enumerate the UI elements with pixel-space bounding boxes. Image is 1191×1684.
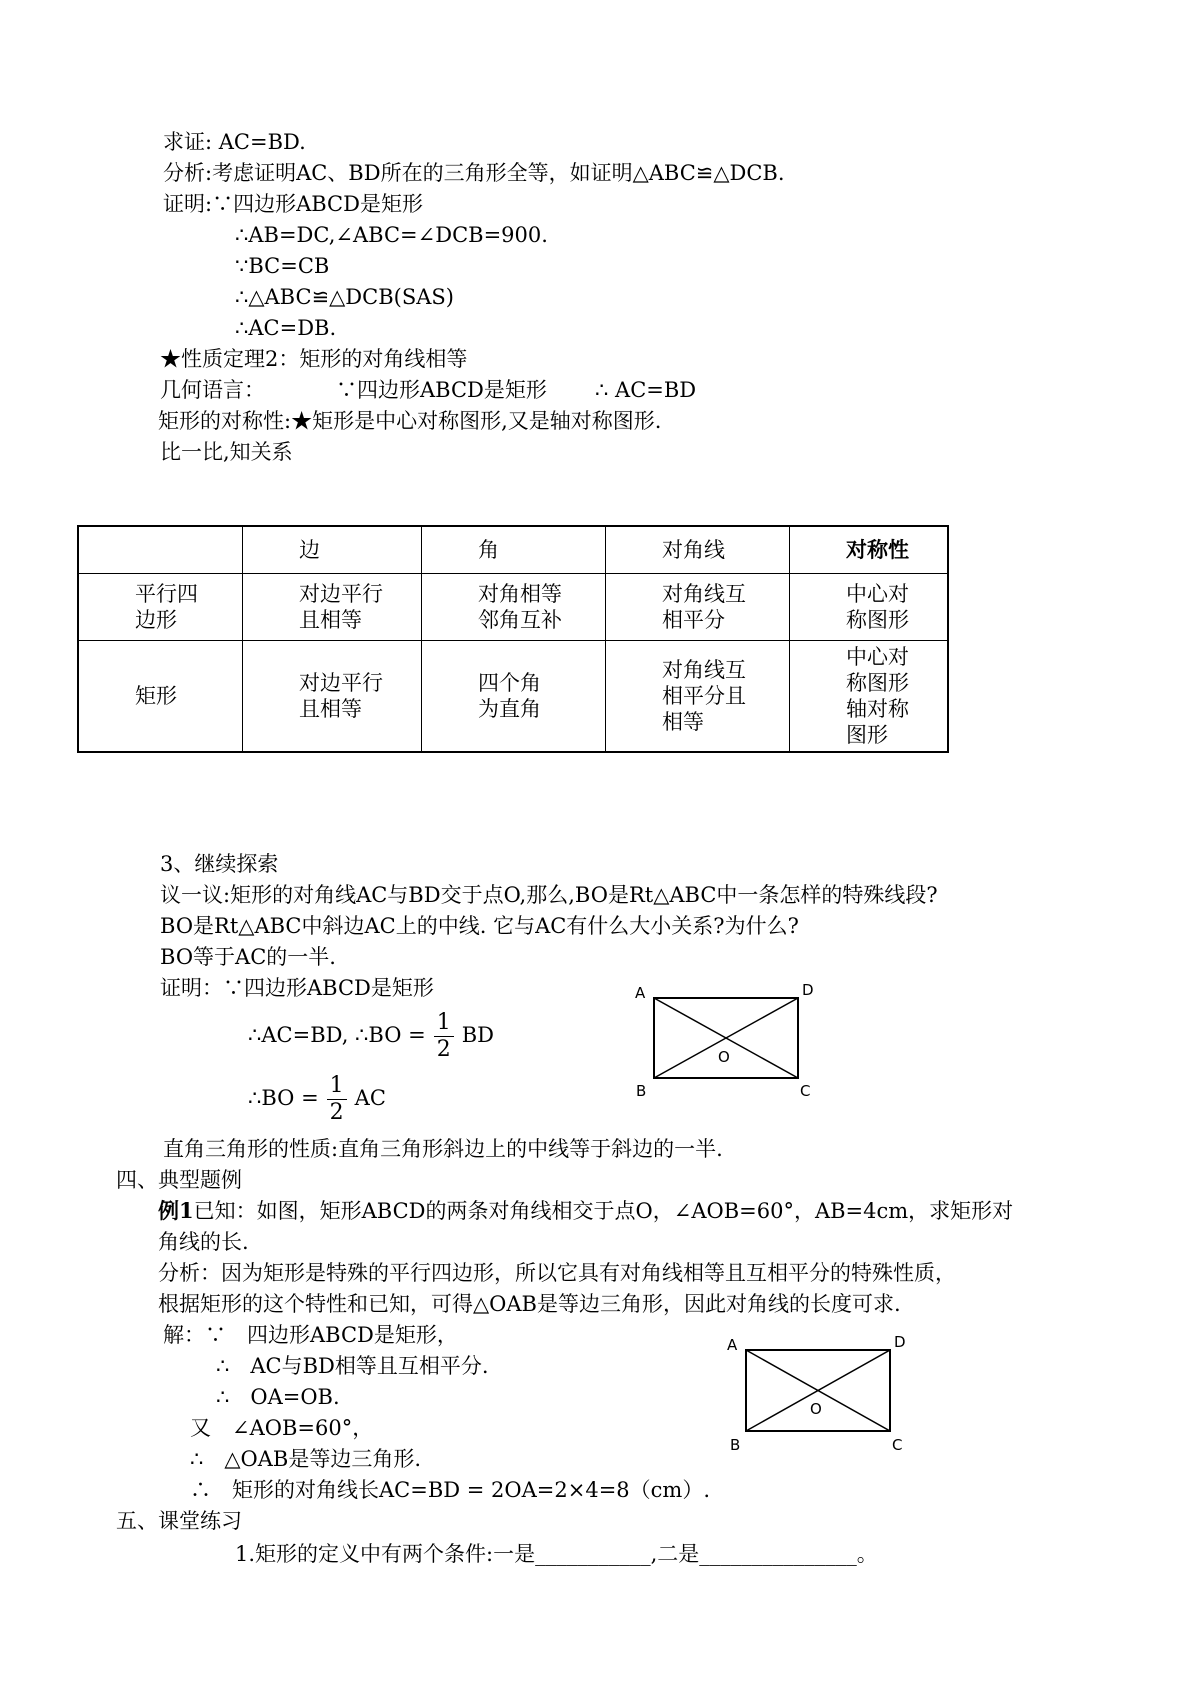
rectangle-figure-1: [630, 982, 820, 1117]
vertex-label-d: D: [894, 1334, 906, 1351]
solution-step: ∴ AC与BD相等且互相平分.: [216, 1354, 489, 1378]
center-label-o: O: [718, 1048, 730, 1066]
solution-step: 解：∵ 四边形ABCD是矩形，: [163, 1323, 458, 1347]
proof-analysis: 分析:考虑证明AC、BD所在的三角形全等，如证明△ABC≌△DCB.: [163, 161, 785, 185]
proof-step: ∴AB=DC,∠ABC=∠DCB=900.: [235, 223, 548, 247]
practice-question-1: 1.矩形的定义中有两个条件:一是___________,二是_______________。: [235, 1542, 878, 1566]
table-header-cell: [78, 526, 243, 573]
solution-step: ∴ OA=OB.: [216, 1385, 340, 1409]
table-cell: 对角相等 邻角互补: [422, 573, 606, 640]
table-row-label: 矩形: [78, 640, 243, 752]
table-cell: 对角线互 相平分: [606, 573, 790, 640]
solution-conclusion: ∴ 矩形的对角线长AC=BD = 2OA=2×4=8（cm）.: [190, 1478, 711, 1502]
table-cell: 对角线互 相平分且 相等: [606, 640, 790, 752]
geometry-language-premise: ∵四边形ABCD是矩形: [336, 378, 547, 402]
vertex-label-c: C: [800, 1082, 811, 1100]
vertex-label-c: C: [892, 1436, 903, 1454]
solution-step: ∴ △OAB是等边三角形.: [190, 1447, 421, 1471]
section-examples: 四、典型题例: [116, 1168, 242, 1192]
example-1-statement: 例1已知：如图，矩形ABCD的两条对角线相交于点O，∠AOB=60°，AB=4cm，求矩形对: [158, 1198, 1014, 1223]
vertex-label-d: D: [802, 982, 814, 999]
proof-conclusion: ∴AC=DB.: [235, 316, 337, 340]
example-1-statement-cont: 角线的长.: [158, 1230, 249, 1254]
right-triangle-property: 直角三角形的性质:直角三角形斜边上的中线等于斜边的一半.: [163, 1137, 723, 1161]
example-analysis-cont: 根据矩形的这个特性和已知，可得△OAB是等边三角形，因此对角线的长度可求.: [158, 1292, 901, 1316]
table-header-cell: 对角线: [606, 526, 790, 573]
example-label: 例1: [158, 1198, 194, 1223]
vertex-label-b: B: [636, 1082, 647, 1100]
table-cell: 对边平行 且相等: [243, 640, 422, 752]
comparison-table: [77, 525, 949, 753]
table-header-cell: 边: [243, 526, 422, 573]
explore-answer: BO等于AC的一半.: [160, 945, 336, 969]
explore-proof-step: ∴BO = $\frac{1}{2}$ AC: [248, 1073, 386, 1125]
table-header-cell: 对称性: [790, 526, 949, 573]
explore-title: 3、继续探索: [160, 852, 279, 876]
vertex-label-b: B: [730, 1436, 741, 1454]
table-header-cell: 角: [422, 526, 606, 573]
proof-step: ∴△ABC≌△DCB(SAS): [235, 285, 454, 309]
explore-proof-start: 证明：∵四边形ABCD是矩形: [160, 976, 434, 1000]
solution-step: 又 ∠AOB=60°，: [190, 1416, 374, 1440]
proof-start: 证明:∵四边形ABCD是矩形: [163, 192, 423, 216]
explore-question: 议一议:矩形的对角线AC与BD交于点O,那么,BO是Rt△ABC中一条怎样的特殊线段?: [160, 883, 938, 907]
proof-step: ∵BC=CB: [235, 254, 330, 278]
theorem-2: ★性质定理2：矩形的对角线相等: [160, 347, 468, 371]
center-label-o: O: [810, 1400, 822, 1418]
example-analysis: 分析：因为矩形是特殊的平行四边形，所以它具有对角线相等且互相平分的特殊性质，: [158, 1261, 956, 1285]
table-cell: 对边平行 且相等: [243, 573, 422, 640]
proof-to-prove: 求证: AC=BD.: [163, 130, 306, 154]
geometry-language-label: 几何语言：: [160, 378, 265, 402]
fraction-one-half: $\frac{1}{2}$: [327, 1073, 347, 1126]
table-row-label: 平行四 边形: [78, 573, 243, 640]
explore-answer: BO是Rt△ABC中斜边AC上的中线. 它与AC有什么大小关系?为什么?: [160, 914, 799, 938]
table-cell: 四个角 为直角: [422, 640, 606, 752]
explore-proof-step: ∴AC=BD, ∴BO = $\frac{1}{2}$ BD: [248, 1010, 495, 1062]
compare-heading: 比一比,知关系: [160, 440, 293, 464]
geometry-language-conclusion: ∴ AC=BD: [595, 378, 697, 402]
table-cell: 中心对 称图形: [790, 573, 949, 640]
vertex-label-a: A: [635, 984, 646, 1002]
rectangle-figure-2: [722, 1334, 912, 1469]
vertex-label-a: A: [727, 1336, 738, 1354]
section-practice: 五、课堂练习: [116, 1509, 242, 1533]
table-cell: 中心对 称图形 轴对称 图形: [790, 640, 949, 752]
fraction-one-half: $\frac{1}{2}$: [434, 1010, 454, 1063]
symmetry-statement: 矩形的对称性:★矩形是中心对称图形,又是轴对称图形.: [158, 409, 662, 433]
